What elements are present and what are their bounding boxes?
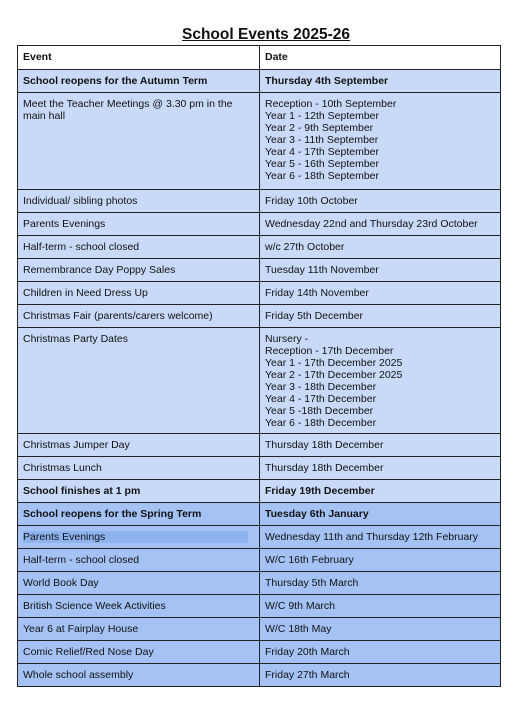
date-line: Thursday 18th December [265, 462, 384, 474]
date-line: Tuesday 6th January [265, 508, 369, 520]
event-text: Parents Evenings [23, 218, 106, 230]
date-line: Wednesday 22nd and Thursday 23rd October [265, 218, 478, 230]
event-text: Individual/ sibling photos [23, 195, 138, 207]
event-text: Year 6 at Fairplay House [23, 623, 139, 635]
date-cell [260, 457, 501, 480]
event-cell [18, 549, 260, 572]
date-cell [260, 480, 501, 503]
event-text: Christmas Lunch [23, 462, 102, 474]
event-cell [18, 305, 260, 328]
date-cell [260, 595, 501, 618]
event-text: School reopens for the Autumn Term [23, 75, 208, 87]
date-line: W/C 18th May [265, 623, 332, 635]
date-line: w/c 27th October [265, 241, 345, 253]
date-line: Thursday 5th March [265, 577, 359, 589]
event-text: Half-term - school closed [23, 241, 140, 253]
event-text: Comic Relief/Red Nose Day [23, 646, 154, 658]
event-cell [18, 259, 260, 282]
event-text: Christmas Jumper Day [23, 439, 130, 451]
table-row [18, 70, 501, 93]
events-table [17, 45, 501, 687]
table-row [18, 641, 501, 664]
date-line: Year 1 - 12th September [265, 110, 380, 122]
event-cell [18, 213, 260, 236]
table-row [18, 236, 501, 259]
date-line: Year 3 - 11th September [265, 134, 379, 146]
date-cell [260, 328, 501, 434]
table-row [18, 572, 501, 595]
date-line: Year 5 -18th December [265, 405, 374, 417]
table-row [18, 328, 501, 434]
event-text: British Science Week Activities [23, 600, 166, 612]
event-text: Half-term - school closed [23, 554, 140, 566]
event-text: Meet the Teacher Meetings @ 3.30 pm in the main hall [23, 98, 233, 122]
date-cell [260, 259, 501, 282]
event-cell [18, 503, 260, 526]
table-row [18, 526, 501, 549]
table-row [18, 259, 501, 282]
header-date: Date [260, 46, 501, 70]
date-cell [260, 618, 501, 641]
date-line: Year 3 - 18th December [265, 381, 377, 393]
event-text: World Book Day [23, 577, 99, 589]
date-cell [260, 190, 501, 213]
date-line: W/C 9th March [265, 600, 336, 612]
date-line: Tuesday 11th November [265, 264, 379, 276]
table-row [18, 213, 501, 236]
event-cell [18, 236, 260, 259]
event-cell [18, 595, 260, 618]
date-line: Year 2 - 17th December 2025 [265, 369, 403, 381]
event-cell [18, 282, 260, 305]
date-cell [260, 236, 501, 259]
event-text: Children in Need Dress Up [23, 287, 148, 299]
table-row [18, 282, 501, 305]
table-row [18, 190, 501, 213]
table-row [18, 595, 501, 618]
table-row [18, 503, 501, 526]
event-text: Parents Evenings [23, 531, 248, 543]
date-cell [260, 213, 501, 236]
date-line: Friday 10th October [265, 195, 358, 207]
date-line: Wednesday 11th and Thursday 12th February [265, 531, 479, 543]
event-text: School reopens for the Spring Term [23, 508, 202, 520]
table-header-row [18, 46, 501, 70]
event-text: Remembrance Day Poppy Sales [23, 264, 176, 276]
date-line: Friday 14th November [265, 287, 369, 299]
event-text: School finishes at 1 pm [23, 485, 141, 497]
event-cell [18, 328, 260, 434]
table-row [18, 305, 501, 328]
date-line: Year 6 - 18th December [265, 417, 377, 429]
date-line: Friday 20th March [265, 646, 350, 658]
event-cell [18, 70, 260, 93]
date-line: Friday 5th December [265, 310, 364, 322]
date-cell [260, 641, 501, 664]
date-cell [260, 434, 501, 457]
event-cell [18, 526, 260, 549]
header-event: Event [18, 46, 260, 70]
date-line: Year 4 - 17th December [265, 393, 377, 405]
event-text: Christmas Party Dates [23, 333, 129, 345]
date-line: W/C 16th February [265, 554, 354, 566]
date-cell [260, 282, 501, 305]
event-cell [18, 93, 260, 190]
date-line: Year 2 - 9th September [265, 122, 374, 134]
event-cell [18, 480, 260, 503]
table-row [18, 434, 501, 457]
event-text: Christmas Fair (parents/carers welcome) [23, 310, 213, 322]
event-cell [18, 190, 260, 213]
event-cell [18, 457, 260, 480]
date-line: Year 6 - 18th September [265, 170, 380, 182]
table-row [18, 480, 501, 503]
date-line: Reception - 17th December [265, 345, 394, 357]
event-cell [18, 641, 260, 664]
date-cell [260, 572, 501, 595]
date-line: Year 4 - 17th September [265, 146, 380, 158]
event-text: Whole school assembly [23, 669, 134, 681]
event-cell [18, 618, 260, 641]
table-row [18, 664, 501, 687]
table-row [18, 549, 501, 572]
table-row [18, 618, 501, 641]
date-cell [260, 549, 501, 572]
table-row [18, 93, 501, 190]
date-line: Thursday 4th September [265, 75, 389, 87]
title-text: School Events 2025-26 [182, 26, 350, 43]
date-cell [260, 503, 501, 526]
date-line: Friday 27th March [265, 669, 350, 681]
event-cell [18, 664, 260, 687]
date-line: Year 5 - 16th September [265, 158, 380, 170]
date-cell [260, 664, 501, 687]
date-cell [260, 70, 501, 93]
date-line: Thursday 18th December [265, 439, 384, 451]
event-cell [18, 434, 260, 457]
date-cell [260, 305, 501, 328]
date-line: Year 1 - 17th December 2025 [265, 357, 403, 369]
date-line: Nursery - [265, 333, 309, 345]
date-cell [260, 93, 501, 190]
event-cell [18, 572, 260, 595]
date-line: Friday 19th December [265, 485, 375, 497]
date-cell [260, 526, 501, 549]
table-row [18, 457, 501, 480]
page-title [0, 26, 532, 44]
date-line: Reception - 10th September [265, 98, 397, 110]
